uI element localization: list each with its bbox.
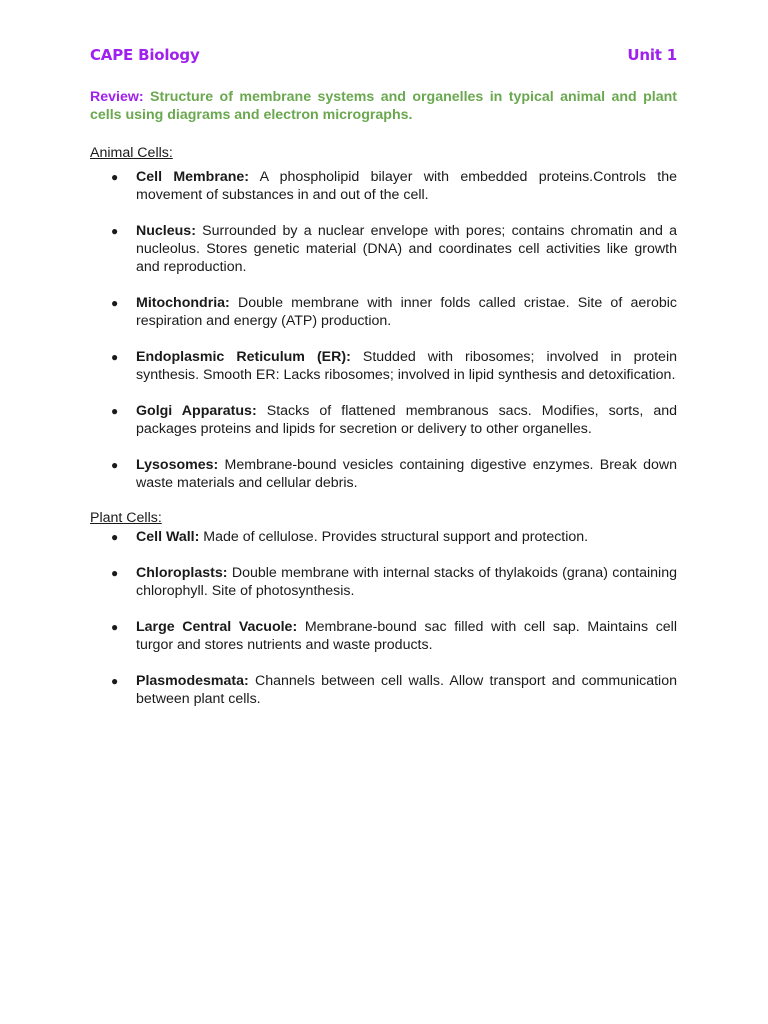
list-item <box>90 618 677 654</box>
plant-cells-heading: Plant Cells: <box>90 509 162 526</box>
organelle-term: Plasmodesmata: <box>136 673 249 689</box>
document-page <box>90 46 677 726</box>
course-title: CAPE Biology <box>90 46 200 64</box>
organelle-description: Studded with ribosomes; involved in protein synthesis. Smooth ER: Lacks ribosomes; involved in lipid synthesis and detoxification. <box>136 348 677 383</box>
organelle-term: Cell Wall: <box>136 529 200 545</box>
organelle-description: Stacks of flattened membranous sacs. Modifies, sorts, and packages proteins and lipids for secretion or delivery to other organelles. <box>136 402 677 437</box>
animal-cells-list <box>90 168 677 492</box>
list-item <box>90 168 677 204</box>
list-item <box>90 564 677 600</box>
organelle-term: Lysosomes: <box>136 456 219 473</box>
review-paragraph <box>90 89 677 124</box>
animal-cells-heading: Animal Cells: <box>90 145 173 161</box>
organelle-description: A phospholipid bilayer with embedded proteins.Controls the movement of substances in and out of the cell. <box>136 168 677 203</box>
bullet-icon: ● <box>111 349 119 364</box>
plant-cells-list <box>90 528 677 708</box>
organelle-description: Surrounded by a nuclear envelope with pores; contains chromatin and a nucleolus. Stores genetic material (DNA) and coordinates cell activities like growth and reproduction. <box>136 222 677 275</box>
bullet-icon: ● <box>111 169 119 184</box>
list-item <box>90 672 677 708</box>
bullet-icon: ● <box>111 566 119 580</box>
organelle-description: Channels between cell walls. Allow transport and communication between plant cells. <box>136 673 677 707</box>
list-item <box>90 294 677 330</box>
list-item <box>90 528 677 546</box>
organelle-description: Membrane-bound sac filled with cell sap. Maintains cell turgor and stores nutrients and waste products. <box>136 619 677 653</box>
organelle-description: Made of cellulose. Provides structural support and protection. <box>203 529 589 545</box>
organelle-term: Endoplasmic Reticulum (ER): <box>136 348 351 365</box>
unit-label: Unit 1 <box>627 46 677 64</box>
bullet-icon: ● <box>111 295 119 310</box>
list-item <box>90 456 677 492</box>
bullet-icon: ● <box>111 403 119 418</box>
organelle-term: Mitochondria: <box>136 294 230 311</box>
organelle-term: Large Central Vacuole: <box>136 619 298 635</box>
review-text: Structure of membrane systems and organelles in typical animal and plant cells using diagrams and electron micrographs. <box>90 89 677 123</box>
organelle-term: Golgi Apparatus: <box>136 402 257 419</box>
page-header <box>90 46 677 64</box>
organelle-description: Membrane-bound vesicles containing digestive enzymes. Break down waste materials and cellular debris. <box>136 456 677 491</box>
organelle-term: Nucleus: <box>136 222 196 239</box>
bullet-icon: ● <box>111 457 119 472</box>
bullet-icon: ● <box>111 620 119 634</box>
list-item <box>90 402 677 438</box>
review-label: Review: <box>90 89 144 105</box>
organelle-description: Double membrane with internal stacks of thylakoids (grana) containing chlorophyll. Site of photosynthesis. <box>136 565 677 599</box>
organelle-term: Cell Membrane: <box>136 168 250 185</box>
list-item <box>90 348 677 384</box>
bullet-icon: ● <box>111 223 119 238</box>
bullet-icon: ● <box>111 530 119 544</box>
bullet-icon: ● <box>111 674 119 688</box>
organelle-term: Chloroplasts: <box>136 565 228 581</box>
list-item <box>90 222 677 276</box>
organelle-description: Double membrane with inner folds called cristae. Site of aerobic respiration and energy (ATP) production. <box>136 294 677 329</box>
